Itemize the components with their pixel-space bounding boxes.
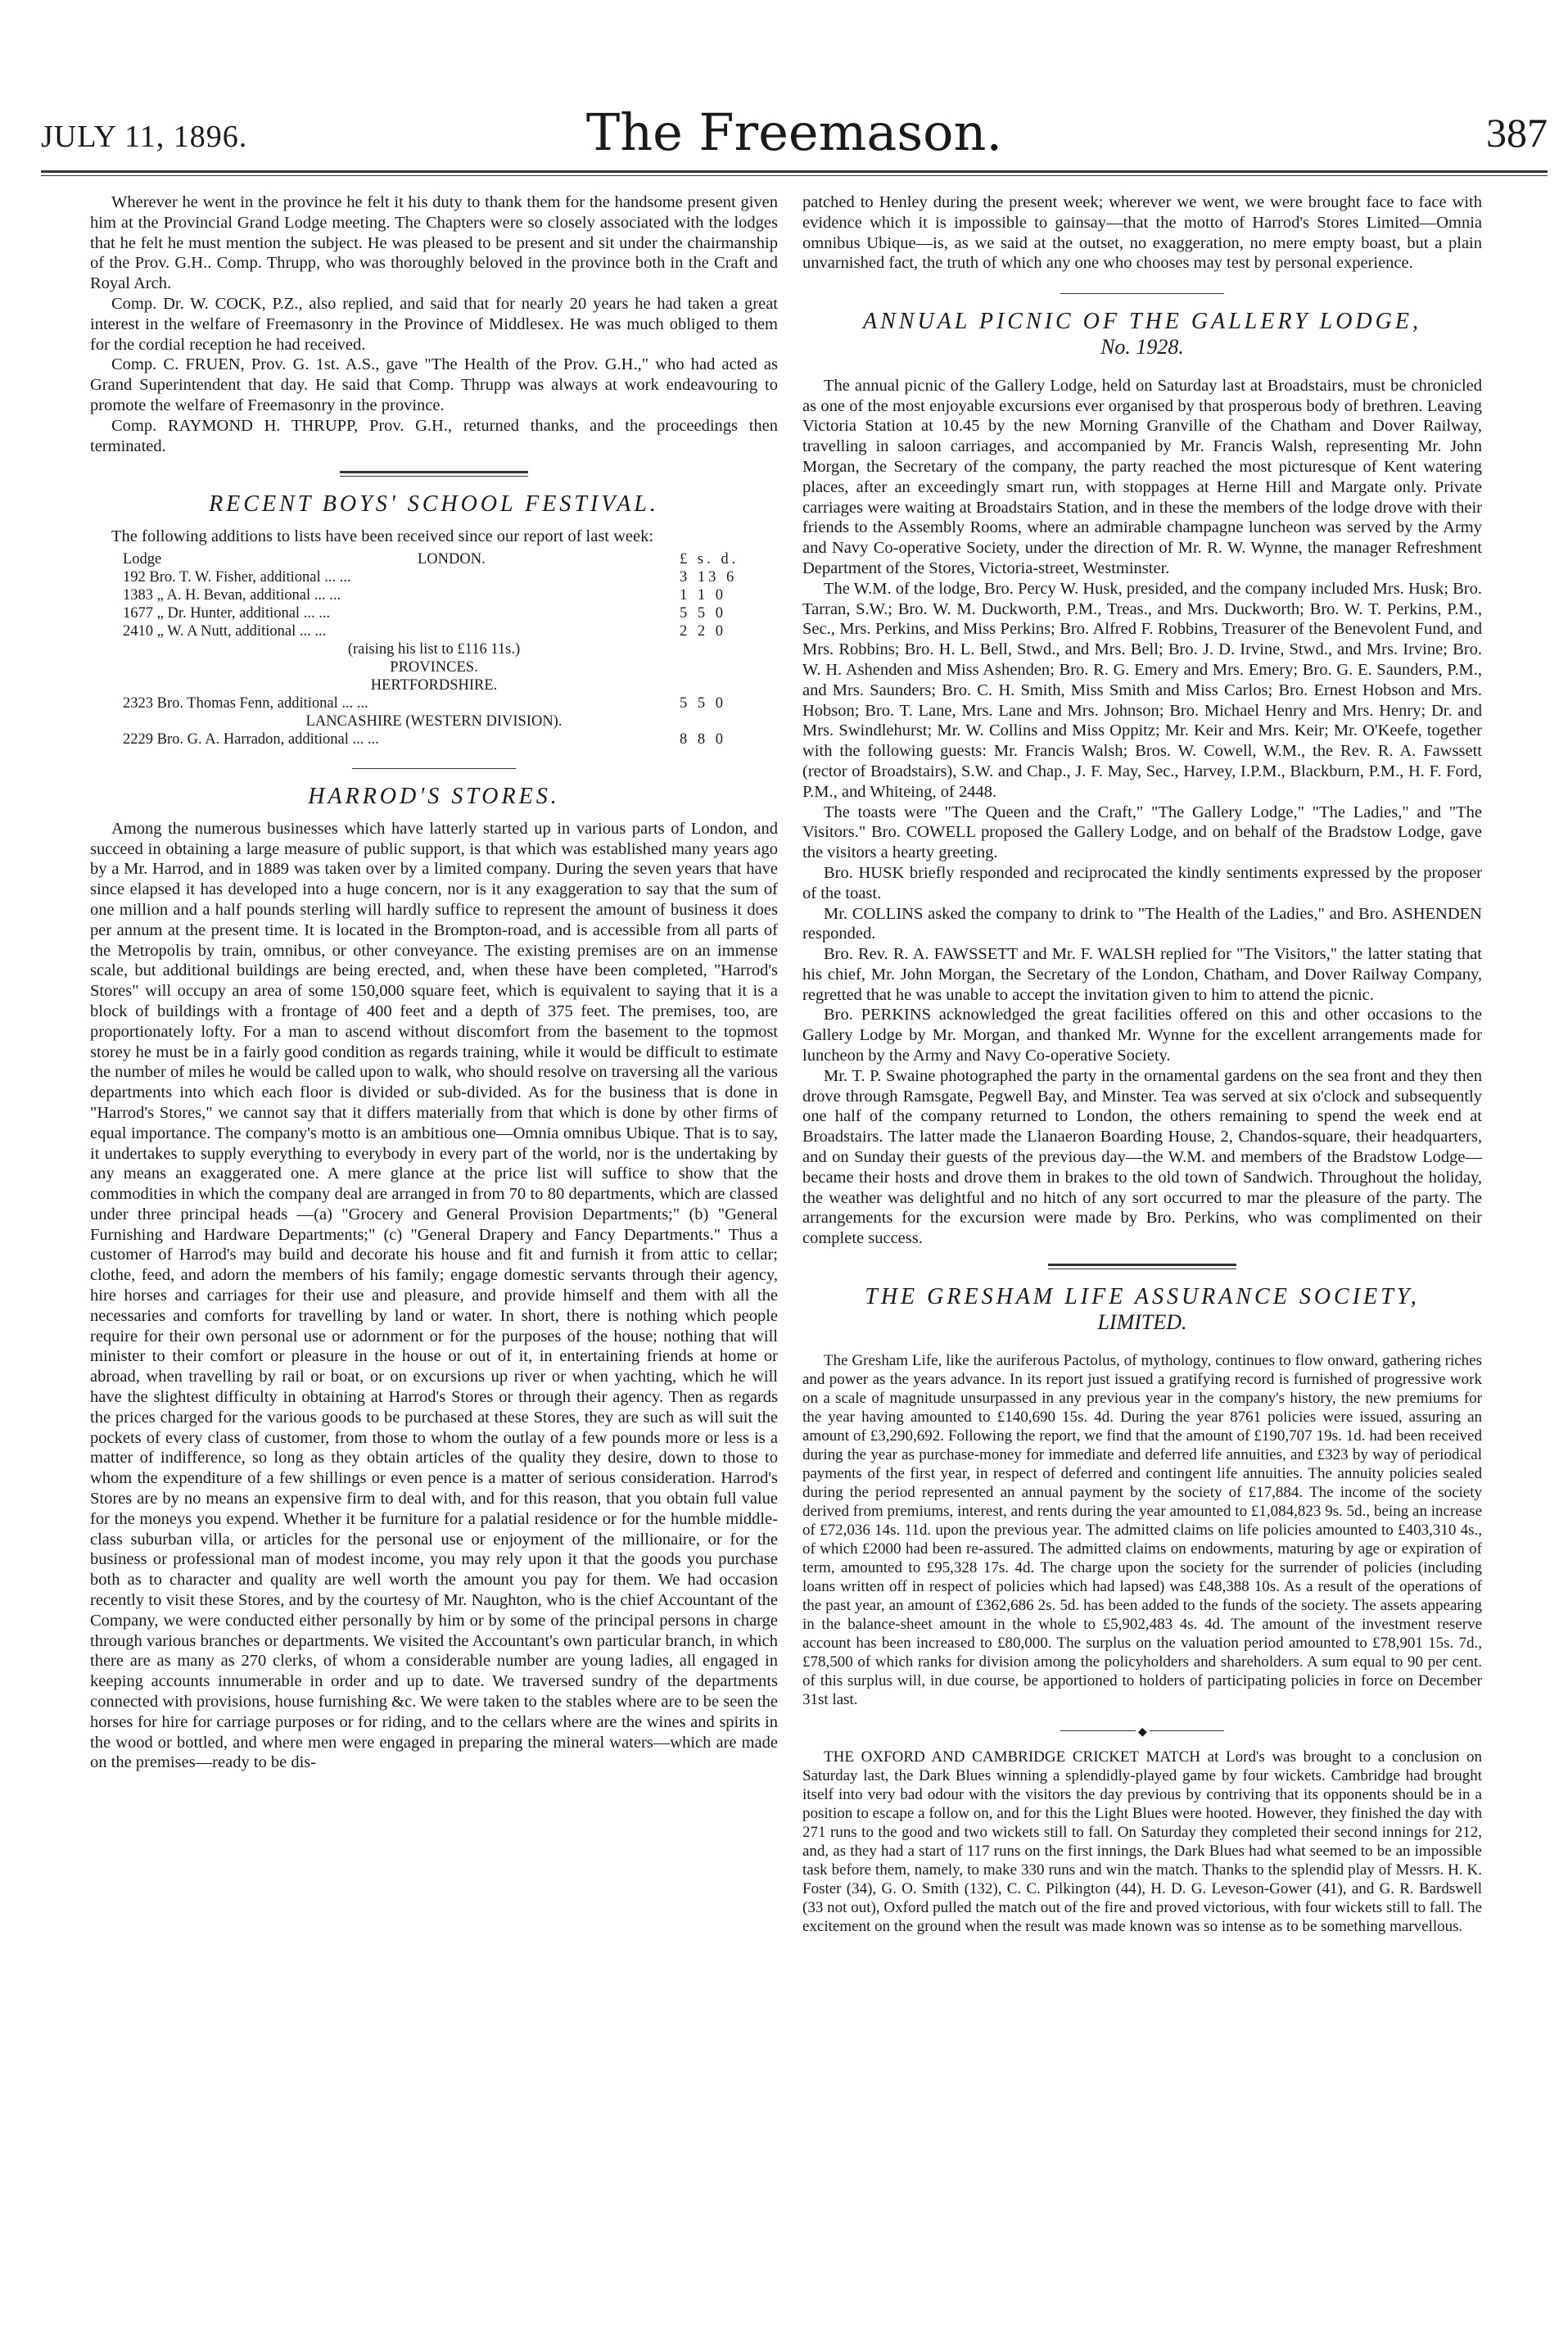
section-subheading-picnic: No. 1928. [1100, 334, 1184, 359]
section-heading-harrods: HARROD'S STORES. [308, 783, 560, 809]
article-paragraph: Mr. T. P. Swaine photographed the party in the ornamental gardens on the sea front and they then drove through Ramsgate, Pegwell Bay, and Minster. Tea was served at six o'clock and subsequently one half of the company returned to London, the others remaining to spend the week end at Broadstairs. The latter made the Llanaeron Boarding House, 2, Chandos-square, their headquarters, and on Sunday their guests of the previous day—the W.M. and members of the Bradstow Lodge—became their hosts and drove them in brakes to the old town of Sandwich. Throughout the holiday, the weather was delightful and no hitch of any sort occurred to mar the pleasure of the party. The arrangements for the excursion were made by Bro. Perkins, who was complimented on their complete success. [802, 1066, 1482, 1248]
article-paragraph: Comp. C. FRUEN, Prov. G. 1st. A.S., gave "The Health of the Prov. G.H.," who had acted as Grand Superintendent that day. He said that Comp. Thrupp was always at work endeavouring to promote the welfare of Freemasonry in the province. [90, 355, 778, 414]
article-paragraph: The Gresham Life, like the auriferous Pactolus, of mythology, continues to flow onward, gathering riches and power as the years advance. In its report just issued a gratifying record is furnished of progressive work on a scale of magnitude unsurpassed in any previous year in the company's history, the new premiums for the year having amounted to £140,690 15s. 4d. During the year 8761 policies were issued, assuring an amount of £3,290,692. Following the report, we find that the amount of £190,707 19s. 1d. had been received during the year as purchase-money for immediate and deferred life annuities, and £323 by way of periodical payments of the first year, in respect of deferred and contingent life annuities. The annuity policies sealed during the period represented an annual payment by the society of £17,884. The income of the society derived from premiums, interest, and rents during the year amounted to £1,084,823 9s. 5d., being an increase of £72,036 14s. 11d. upon the previous year. The admitted claims on life policies amounted to £403,310 4s., of which £2000 had been re-assured. The admitted claims on endowments, maturing by age or expiration of term, amounted to £95,328 17s. 4d. The charge upon the society for the surrender of policies (including loans written off in respect of policies which had lapsed) was £48,388 10s. As a result of the operations of the past year, an amount of £362,686 2s. 5d. has been added to the funds of the society. The assets appearing in the balance-sheet amount in the whole to £5,902,483 4s. 4d. The amount of the investment reserve account has been increased to £80,000. The surplus on the valuation period amounted to £78,901 15s. 7d., £78,500 of which ranks for division among the policyholders and shareholders. A sum equal to 90 per cent. of this surplus will, in due course, be apportioned to holders of participating policies in force on December 31st last. [802, 1351, 1482, 1708]
list-item-amount: 1 1 0 [680, 586, 726, 604]
list-item-text: 2410 „ W. A Nutt, additional ... ... [123, 622, 327, 640]
list-header [90, 550, 778, 568]
article-paragraph: Mr. COLLINS asked the company to drink to "The Health of the Ladies," and Bro. ASHENDEN responded. [802, 904, 1482, 943]
provinces-label: PROVINCES. [390, 658, 478, 676]
article-paragraph: Bro. Rev. R. A. FAWSSETT and Mr. F. WALSH replied for "The Visitors," the latter stating that his chief, Mr. John Morgan, the Secretary of the London, Chatham, and Dover Railway Company, regretted that he was unable to accept the invitation given to him to attend the picnic. [802, 945, 1482, 1004]
list-item [90, 604, 778, 622]
list-item-amount: 8 8 0 [680, 730, 726, 748]
article-paragraph: Comp. Dr. W. COCK, P.Z., also replied, and said that for nearly 20 years he had taken a great interest in the welfare of Freemasonry in the Province of Middlesex. He was much obliged to them for the cordial reception he had received. [90, 294, 778, 354]
article-paragraph: The W.M. of the lodge, Bro. Percy W. Husk, presided, and the company included Mrs. Husk; Bro. Tarran, S.W.; Bro. W. M. Duckworth, P.M., Treas., and Mrs. Duckworth; Bro. W. T. Perkins, P.M., Sec., Mrs. Perkins, and Miss Perkins; Bro. Alfred F. Robbins, Treasurer of the Benevolent Fund, and Mrs. Robbins; Bro. H. L. Bell, Stwd., and Mrs. Bell; Bro. J. D. Irvine, Stwd., and Mrs. Irvine; Bro. W. H. Ashenden and Miss Ashenden; Bro. R. G. Emery and Mrs. Emery; Bro. G. E. Saunders, P.M., and Mrs. Saunders; Bro. C. H. Smith, Miss Smith and Miss Carlos; Bro. Ernest Hobson and Mrs. Hobson; Bro. T. Lane, Mrs. Lane and Mrs. Johnson; Bro. Michael Henry and Mrs. Henry; Dr. and Mrs. Swindlehurst; Mr. W. Collins and Miss Oppitz; Mr. Keir and Mrs. Keir; Mr. O'Keefe, together with the following guests: Mr. Francis Walsh; Bros. W. Cowell, W.M., the Rev. R. A. Fawssett (rector of Broadstairs), S.W. and Chap., J. F. May, Sec., Harvey, I.P.M., Blackburn, P.M., H. F. Ford, P.M., and Whiteing, of 2448. [802, 579, 1482, 801]
list-item-amount: 2 2 0 [680, 622, 726, 640]
article-paragraph: Wherever he went in the province he felt it his duty to thank them for the handsome present given him at the Provincial Grand Lodge meeting. The Chapters were so closely associated with the lodges that he felt he must mention the subject. He was pleased to be present and sit under the chairmanship of the Prov. G.H.. Comp. Thrupp, who was thoroughly beloved in the province both in the Craft and Royal Arch. [90, 193, 778, 293]
list-item-text: 1677 „ Dr. Hunter, additional ... ... [123, 604, 331, 622]
list-header-money: £ s. d. [680, 550, 739, 568]
list-item [90, 586, 778, 604]
list-item-text: 192 Bro. T. W. Fisher, additional ... ... [123, 568, 351, 586]
publication-title: The Freemason. [585, 102, 1003, 162]
list-item-text: 2323 Bro. Thomas Fenn, additional ... ... [123, 694, 368, 712]
subscription-list [90, 550, 778, 748]
list-item [90, 730, 778, 748]
article-paragraph: Bro. HUSK briefly responded and reciprocated the kindly sentiments expressed by the proposer of the toast. [802, 863, 1482, 902]
list-item-text: 1383 „ A. H. Bevan, additional ... ... [123, 586, 341, 604]
list-item [90, 694, 778, 712]
article-paragraph: THE OXFORD AND CAMBRIDGE CRICKET MATCH at Lord's was brought to a conclusion on Saturday last, the Dark Blues winning a splendidly-played game by four wickets. Cambridge had brought itself into very bad odour with the visitors the day previous by contriving that its opponents should be in a position to escape a follow on, and for this the Light Blues were hooted. However, they finished the day with 271 runs to the good and two wickets still to fall. On Saturday they completed their second innings for 212, and, as they had a start of 117 runs on the first innings, the Dark Blues had what seemed to be an impossible task before them, namely, to make 330 runs and win the match. Thanks to the splendid play of Messrs. H. K. Foster (34), G. O. Smith (132), C. C. Pilkington (44), H. D. G. Leveson-Gower (41), and G. R. Bardswell (33 not out), Oxford pulled the match out of the fire and proved victorious, with four wickets still to fall. The excitement on the ground when the result was made known was so intense as to be something marvellous. [802, 1748, 1482, 1935]
masthead-rule-thin [41, 175, 1548, 176]
section-divider [352, 768, 516, 769]
left-column [90, 192, 778, 1773]
article-paragraph: The toasts were "The Queen and the Craft," "The Gallery Lodge," "The Ladies," and "The Visitors." Bro. COWELL proposed the Gallery Lodge, and on behalf of the Bradstow Lodge, gave the visitors a hearty greeting. [802, 803, 1482, 862]
section-divider [1048, 1264, 1236, 1269]
list-item-amount: 5 5 0 [680, 694, 726, 712]
issue-date: JULY 11, 1896. [41, 120, 248, 154]
article-paragraph: The annual picnic of the Gallery Lodge, held on Saturday last at Broadstairs, must be chronicled as one of the most enjoyable excursions ever organised by that prosperous body of brethren. Leaving Victoria Station at 10.45 by the new Morning Granville of the Chatham and Dover Railway, travelling in saloon carriages, and accompanied by Mr. Francis Walsh, representing Mr. John Morgan, the Secretary of the company, the party reached the most picturesque of Kent watering places, after an exceedingly smart run, with stoppages at Herne Hill and Margate only. Private carriages were waiting at Broadstairs Station, and in these the members of the lodge drove with their friends to the Assembly Rooms, where an admirable champagne luncheon was served by the Army and Navy Co-operative Society, under the direction of Mr. R. W. Wynne, the manager Refreshment Department of the Stores, Victoria-street, Westminster. [802, 376, 1482, 577]
hertfordshire-label: HERTFORDSHIRE. [370, 676, 498, 694]
article-paragraph: patched to Henley during the present week; wherever we went, we were brought face to face with evidence which it is impossible to gainsay—that the motto of Harrod's Stores Limited—Omnia omnibus Ubique—is, as we said at the outset, no exaggeration, no mere empty boast, but a plain unvarnished fact, the truth of which any one who chooses may test by personal experience. [802, 193, 1482, 273]
section-heading-picnic: ANNUAL PICNIC OF THE GALLERY LODGE, [863, 309, 1421, 335]
page-number: 387 [1486, 110, 1548, 156]
article-paragraph: Among the numerous businesses which have latterly started up in various parts of London, and succeed in obtaining a large measure of public support, is that which was established many years ago by a Mr. Harrod, and in 1889 was taken over by a limited company. During the seven years that have since elapsed it has developed into a huge concern, nor is it any exaggeration to say that the sum of one million and a half pounds sterling will hardly suffice to represent the amount of business it does per annum at the present time. It is located in the Brompton-road, and is accessible from all parts of the Metropolis by train, omnibus, or other conveyance. The existing premises are on an immense scale, but additional buildings are being erected, and, when these have been completed, "Harrod's Stores" will occupy an area of some 150,000 square feet, which is equivalent to saying that it is a block of buildings with a frontage of 400 feet and a depth of 375 feet. The premises, too, are proportionately lofty. For a man to ascend without discomfort from the basement to the topmost storey he must be in a fairly good condition as regards training, while it would be difficult to estimate the number of miles he would be called upon to walk, who should resolve on traversing all the various departments into which each floor is divided or sub-divided. As for the business that is done in "Harrod's Stores," we cannot say that it differs materially from that which is done by other firms of equal importance. The company's motto is an ambitious one—Omnia omnibus Ubique. That is to say, it undertakes to supply everything to everybody in every part of the world, nor is the undertaking by any means an exaggerated one. A mere glance at the price list will suffice to show that the commodities in which the company deal are arranged in from 70 to 80 departments, which are classed under three principal heads —(a) "Grocery and General Provision Departments;" (b) "General Furnishing and Hardware Departments;" (c) "General Drapery and Fancy Departments." Thus a customer of Harrod's may build and decorate his house and fit and furnish it from attic to cellar; clothe, feed, and adorn the members of his family; engage domestic servants through their agency, hire horses and carriages for their use and pleasure, and provide himself and them with all the necessaries and comforts for travelling by land or water. In short, there is nothing which people require for their own personal use or adornment or for the purposes of the house; nothing that will minister to their comfort or pleasure in the house or out of it, in entertaining friends at home or abroad, when travelling by rail or boat, or on excursions up river or when yachting, which he will have the slightest difficulty in obtaining at Harrod's Stores or through their agency. Then as regards the prices charged for the various goods to be purchased at these Stores, they are such as will suit the pockets of every class of customer, from those to whom the outlay of a few pounds more or less is a matter of indifference, so long as they obtain articles of the quality they desire, down to those to whom the expenditure of a few shillings or even pence is a matter of serious consideration. Harrod's Stores are by no means an expensive firm to deal with, and for this reason, that you obtain full value for the moneys you expend. Whether it be furniture for a palatial residence or for the humble middle-class suburban villa, or articles for the personal use or enjoyment of the millionaire, or for the business or professional man of modest income, you may rely upon it that the goods you purchase both as to character and quality are well worth the amount you pay for them. We had occasion recently to visit these Stores, and by the courtesy of Mr. Naughton, who is the chief Accountant of the Company, we were conducted either personally by him or by some of the principal persons in charge through various branches or departments. We visited the Accountant's own particular branch, in which there are as many as 270 clerks, of whom a considerable number are young ladies, all engaged in keeping accounts innumerable in order and up to date. We traversed sundry of the departments connected with provisions, house furnishing &c. We were taken to the stables where are to be seen the horses for hire for carriage purposes or for riding, and to the cellars where are the wines and spirits in the wood or bottled, and where men were engaged in preparing the mineral waters—which are made on the premises—ready to be dis- [90, 819, 778, 1772]
section-heading-gresham: THE GRESHAM LIFE ASSURANCE SOCIETY, [865, 1284, 1420, 1310]
list-item-amount: 3 13 6 [680, 568, 738, 586]
masthead [41, 102, 1548, 168]
raising-note: (raising his list to £116 11s.) [347, 640, 521, 658]
list-item-amount: 5 5 0 [680, 604, 726, 622]
section-subheading-gresham: LIMITED. [1097, 1309, 1187, 1334]
boys-intro: The following additions to lists have been received since our report of last week: [111, 527, 654, 546]
list-item [90, 568, 778, 586]
right-column [802, 192, 1482, 1936]
article-paragraph: Comp. RAYMOND H. THRUPP, Prov. G.H., returned thanks, and the proceedings then terminated. [90, 416, 778, 455]
list-item-text: 2229 Bro. G. A. Harradon, additional ... ... [123, 730, 379, 748]
list-header-london: LONDON. [418, 550, 486, 568]
list-item [90, 622, 778, 640]
article-paragraph: Bro. PERKINS acknowledged the great facilities offered on this and other occasions to the Gallery Lodge by Mr. Morgan, and thanked Mr. Wynne for the excellent arrangements made for luncheon by the Army and Navy Co-operative Society. [802, 1006, 1482, 1065]
lancashire-label: LANCASHIRE (WESTERN DIVISION). [305, 712, 563, 730]
ornament-divider [1060, 1725, 1224, 1739]
list-header-lodge: Lodge [123, 550, 162, 568]
section-heading-boys-school: RECENT BOYS' SCHOOL FESTIVAL. [209, 491, 659, 518]
section-divider [340, 471, 528, 477]
diamond-icon: ◆ [1136, 1723, 1150, 1743]
masthead-rule [41, 170, 1548, 173]
section-divider [1060, 293, 1224, 294]
